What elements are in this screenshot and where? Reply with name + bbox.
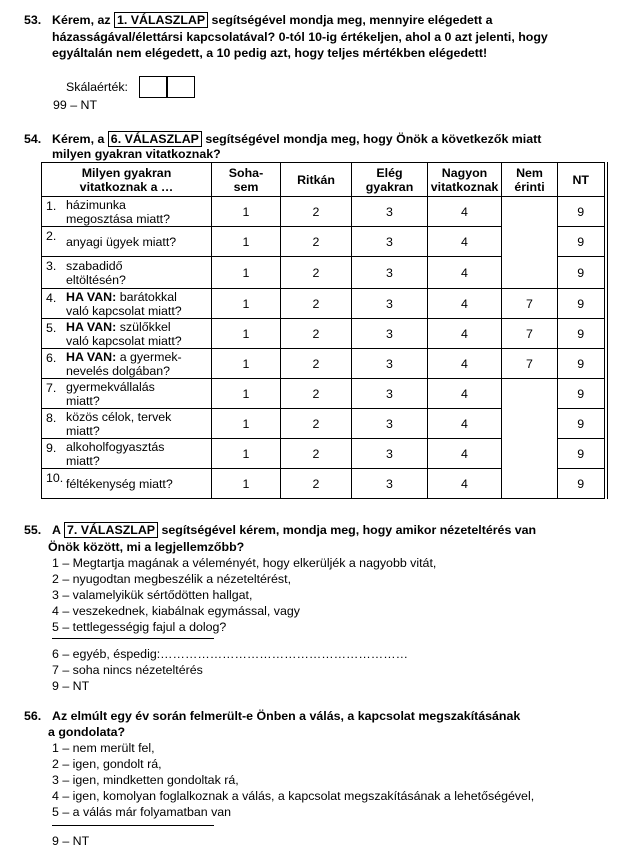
table-row bbox=[42, 349, 606, 379]
answer-code-not-applicable[interactable] bbox=[502, 197, 558, 227]
table-row bbox=[42, 409, 606, 439]
answer-code-rarely[interactable]: 2 bbox=[281, 319, 352, 349]
row-text-line2: miatt? bbox=[66, 423, 100, 438]
answer-code-never[interactable]: 1 bbox=[212, 409, 281, 439]
question-56-line1: Az elmúlt egy év során felmerült-e Önben a válás, a kapcsolat megszakításának bbox=[52, 709, 521, 723]
row-label bbox=[42, 227, 212, 257]
table-row bbox=[42, 257, 606, 289]
question-55-line2: Önök között, mi a legjellemzőbb? bbox=[48, 540, 245, 554]
question-53-line3: egyáltalán nem elégedett, a 10 pedig azt, hogy teljes mértékben elégedett! bbox=[52, 46, 488, 60]
row-label bbox=[42, 439, 212, 469]
answer-option[interactable]: 5 – tettlegességig fajul a dolog? bbox=[52, 620, 227, 634]
answer-code-rarely[interactable]: 2 bbox=[281, 257, 352, 289]
row-text bbox=[46, 259, 211, 273]
answer-code-never[interactable]: 1 bbox=[212, 379, 281, 409]
answer-code-never[interactable]: 1 bbox=[212, 439, 281, 469]
row-label bbox=[42, 469, 212, 499]
conditional-label: HA VAN: bbox=[66, 349, 117, 364]
answer-option[interactable]: 5 – a válás már folyamatban van bbox=[52, 805, 232, 819]
header-item: Milyen gyakran vitatkoznak a … bbox=[42, 163, 212, 197]
answer-code-never[interactable]: 1 bbox=[212, 289, 281, 319]
row-label bbox=[42, 197, 212, 227]
answer-code-not-applicable[interactable]: 7 bbox=[502, 319, 558, 349]
row-number: 6. bbox=[46, 351, 57, 365]
answer-option[interactable]: 6 – egyéb, éspedig:…………………………………………………… bbox=[52, 647, 408, 661]
scale-label: Skálaérték: bbox=[66, 80, 128, 94]
answer-code-not-applicable[interactable]: 7 bbox=[502, 349, 558, 379]
row-text bbox=[46, 290, 211, 304]
answer-code-very-often[interactable]: 4 bbox=[428, 227, 502, 257]
table-row bbox=[42, 439, 606, 469]
answer-code-nt[interactable]: 9 bbox=[558, 409, 606, 439]
row-text bbox=[46, 410, 211, 424]
answer-option[interactable]: 7 – soha nincs nézeteltérés bbox=[52, 663, 203, 677]
answer-code-nt[interactable]: 9 bbox=[558, 469, 606, 499]
answer-code-rarely[interactable]: 2 bbox=[281, 349, 352, 379]
question-53-number: 53. bbox=[24, 13, 42, 27]
answer-code-rarely[interactable]: 2 bbox=[281, 197, 352, 227]
table-row bbox=[42, 469, 606, 499]
row-text-line1: alkoholfogyasztás bbox=[66, 439, 165, 454]
row-text bbox=[46, 350, 211, 364]
answer-option[interactable]: 3 – igen, mindketten gondoltak rá, bbox=[52, 773, 239, 787]
q53-nt: 99 – NT bbox=[53, 98, 98, 112]
row-text-line1: házimunka bbox=[66, 197, 126, 212]
answer-code-never[interactable]: 1 bbox=[212, 227, 281, 257]
conditional-label: HA VAN: bbox=[66, 319, 117, 334]
answer-code-rarely[interactable]: 2 bbox=[281, 227, 352, 257]
row-text-line2: való kapcsolat miatt? bbox=[66, 303, 182, 318]
row-text bbox=[46, 320, 211, 334]
answer-code-fairly-often[interactable]: 3 bbox=[352, 439, 428, 469]
answer-code-very-often[interactable]: 4 bbox=[428, 409, 502, 439]
question-55-line1: A 7. VÁLASZLAP segítségével kérem, mondja meg, hogy amikor nézeteltérés van bbox=[52, 523, 537, 537]
answer-code-nt[interactable]: 9 bbox=[558, 227, 606, 257]
row-text-line1: szabadidő bbox=[66, 258, 123, 273]
row-text-line2: való kapcsolat miatt? bbox=[66, 333, 182, 348]
answer-code-fairly-often[interactable]: 3 bbox=[352, 349, 428, 379]
conditional-label: HA VAN: bbox=[66, 289, 117, 304]
answer-code-fairly-often[interactable]: 3 bbox=[352, 319, 428, 349]
frequency-table bbox=[41, 162, 608, 499]
q56-nt: 9 – NT bbox=[52, 834, 90, 848]
answer-option[interactable]: 9 – NT bbox=[52, 679, 90, 693]
answer-code-rarely[interactable]: 2 bbox=[281, 379, 352, 409]
question-56-number: 56. bbox=[24, 709, 42, 723]
row-text-line1: barátokkal bbox=[116, 289, 177, 304]
scale-box-2[interactable] bbox=[167, 76, 195, 98]
answer-code-very-often[interactable]: 4 bbox=[428, 379, 502, 409]
answer-code-rarely[interactable]: 2 bbox=[281, 289, 352, 319]
row-number: 10. bbox=[46, 471, 64, 485]
table-row bbox=[42, 227, 606, 257]
answer-code-fairly-often[interactable]: 3 bbox=[352, 379, 428, 409]
row-text bbox=[46, 198, 211, 212]
answer-code-nt[interactable]: 9 bbox=[558, 379, 606, 409]
answer-code-nt[interactable]: 9 bbox=[558, 257, 606, 289]
divider bbox=[52, 825, 214, 826]
answer-code-nt[interactable]: 9 bbox=[558, 289, 606, 319]
answer-code-never[interactable]: 1 bbox=[212, 319, 281, 349]
row-number: 7. bbox=[46, 381, 57, 395]
row-text-line2: nevelés dolgában? bbox=[66, 363, 171, 378]
answer-code-very-often[interactable]: 4 bbox=[428, 197, 502, 227]
answer-code-fairly-often[interactable]: 3 bbox=[352, 257, 428, 289]
answer-code-fairly-often[interactable]: 3 bbox=[352, 197, 428, 227]
row-text-line1: szülőkkel bbox=[116, 319, 171, 334]
answer-code-never[interactable]: 1 bbox=[212, 197, 281, 227]
row-number: 5. bbox=[46, 321, 57, 335]
answer-code-very-often[interactable]: 4 bbox=[428, 349, 502, 379]
row-text-line2: miatt? bbox=[66, 393, 100, 408]
row-number: 4. bbox=[46, 291, 57, 305]
row-text-line2: eltöltésén? bbox=[66, 272, 126, 287]
answer-code-rarely[interactable]: 2 bbox=[281, 439, 352, 469]
answer-code-never[interactable]: 1 bbox=[212, 469, 281, 499]
row-number: 1. bbox=[46, 199, 57, 213]
row-label bbox=[42, 319, 212, 349]
answer-option[interactable]: 4 – igen, komolyan foglalkoznak a válás, a kapcsolat megszakításának a lehetőségével, bbox=[52, 789, 535, 803]
row-text-line2: miatt? bbox=[66, 453, 100, 468]
answer-code-not-applicable[interactable] bbox=[502, 257, 558, 289]
answer-code-not-applicable[interactable] bbox=[502, 227, 558, 257]
answer-code-not-applicable[interactable]: 7 bbox=[502, 289, 558, 319]
row-text-line1: közös célok, tervek bbox=[66, 409, 172, 424]
row-text-line1: anyagi ügyek miatt? bbox=[66, 234, 177, 249]
answer-code-very-often[interactable]: 4 bbox=[428, 439, 502, 469]
header-fairly-often: Elég gyakran bbox=[352, 163, 428, 197]
row-text-line2: megosztása miatt? bbox=[66, 211, 170, 226]
header-not-applicable: Nem érinti bbox=[502, 163, 558, 197]
table-row bbox=[42, 379, 606, 409]
answer-sheet-ref: 7. VÁLASZLAP bbox=[64, 522, 158, 538]
question-53-line2: házasságával/élettársi kapcsolatával? 0-tól 10-ig értékeljen, ahol a 0 azt jelenti, hogy bbox=[52, 30, 548, 44]
answer-code-very-often[interactable]: 4 bbox=[428, 257, 502, 289]
answer-code-nt[interactable]: 9 bbox=[558, 319, 606, 349]
answer-code-very-often[interactable]: 4 bbox=[428, 319, 502, 349]
answer-code-nt[interactable]: 9 bbox=[558, 197, 606, 227]
row-number: 9. bbox=[46, 441, 57, 455]
row-label bbox=[42, 379, 212, 409]
answer-code-fairly-often[interactable]: 3 bbox=[352, 469, 428, 499]
row-label bbox=[42, 349, 212, 379]
question-55-number: 55. bbox=[24, 523, 42, 537]
table-row bbox=[42, 197, 606, 227]
row-label bbox=[42, 289, 212, 319]
row-text-line1: féltékenység miatt? bbox=[66, 476, 173, 491]
answer-code-rarely[interactable]: 2 bbox=[281, 409, 352, 439]
answer-code-not-applicable[interactable] bbox=[502, 379, 558, 409]
answer-code-rarely[interactable]: 2 bbox=[281, 469, 352, 499]
answer-option[interactable]: 2 – igen, gondolt rá, bbox=[52, 757, 162, 771]
row-text bbox=[46, 380, 211, 394]
answer-code-very-often[interactable]: 4 bbox=[428, 469, 502, 499]
table-header-row bbox=[42, 163, 606, 197]
row-text-line1: a gyermek- bbox=[116, 349, 182, 364]
table-row bbox=[42, 319, 606, 349]
header-rarely: Ritkán bbox=[281, 163, 352, 197]
row-label bbox=[42, 409, 212, 439]
answer-code-not-applicable[interactable] bbox=[502, 469, 558, 499]
answer-code-fairly-often[interactable]: 3 bbox=[352, 227, 428, 257]
row-number: 2. bbox=[46, 229, 57, 243]
answer-sheet-ref: 1. VÁLASZLAP bbox=[114, 12, 208, 28]
answer-code-not-applicable[interactable] bbox=[502, 439, 558, 469]
question-54-line1: Kérem, a 6. VÁLASZLAP segítségével mondja meg, hogy Önök a következők miatt bbox=[52, 132, 542, 146]
answer-option[interactable]: 1 – nem merült fel, bbox=[52, 741, 155, 755]
row-text bbox=[46, 235, 211, 249]
answer-code-never[interactable]: 1 bbox=[212, 349, 281, 379]
answer-code-never[interactable]: 1 bbox=[212, 257, 281, 289]
answer-code-fairly-often[interactable]: 3 bbox=[352, 289, 428, 319]
scale-box-1[interactable] bbox=[139, 76, 167, 98]
row-number: 3. bbox=[46, 259, 57, 273]
answer-code-very-often[interactable]: 4 bbox=[428, 289, 502, 319]
table-row bbox=[42, 289, 606, 319]
answer-code-nt[interactable]: 9 bbox=[558, 349, 606, 379]
row-number: 8. bbox=[46, 411, 57, 425]
header-very-often: Nagyon vitatkoznak bbox=[428, 163, 502, 197]
question-56-line2: a gondolata? bbox=[48, 725, 126, 739]
question-53-line1: Kérem, az 1. VÁLASZLAP segítségével mondja meg, mennyire elégedett a bbox=[52, 13, 493, 27]
question-54-line2: milyen gyakran vitatkoznak? bbox=[52, 147, 221, 161]
answer-sheet-ref: 6. VÁLASZLAP bbox=[108, 131, 202, 147]
answer-option[interactable]: 1 – Megtartja magának a véleményét, hogy elkerüljék a nagyobb vitát, bbox=[52, 556, 437, 570]
answer-code-fairly-often[interactable]: 3 bbox=[352, 409, 428, 439]
header-nt: NT bbox=[558, 163, 606, 197]
answer-code-not-applicable[interactable] bbox=[502, 409, 558, 439]
answer-option[interactable]: 4 – veszekednek, kiabálnak egymással, vagy bbox=[52, 604, 300, 618]
row-label bbox=[42, 257, 212, 289]
question-54-number: 54. bbox=[24, 132, 42, 146]
answer-option[interactable]: 3 – valamelyikük sértődötten hallgat, bbox=[52, 588, 253, 602]
header-never: Soha- sem bbox=[212, 163, 281, 197]
row-text bbox=[46, 440, 211, 454]
answer-code-nt[interactable]: 9 bbox=[558, 439, 606, 469]
answer-option[interactable]: 2 – nyugodtan megbeszélik a nézeteltérést, bbox=[52, 572, 292, 586]
row-text-line1: gyermekvállalás bbox=[66, 379, 155, 394]
row-text bbox=[46, 477, 211, 491]
divider bbox=[52, 638, 214, 639]
